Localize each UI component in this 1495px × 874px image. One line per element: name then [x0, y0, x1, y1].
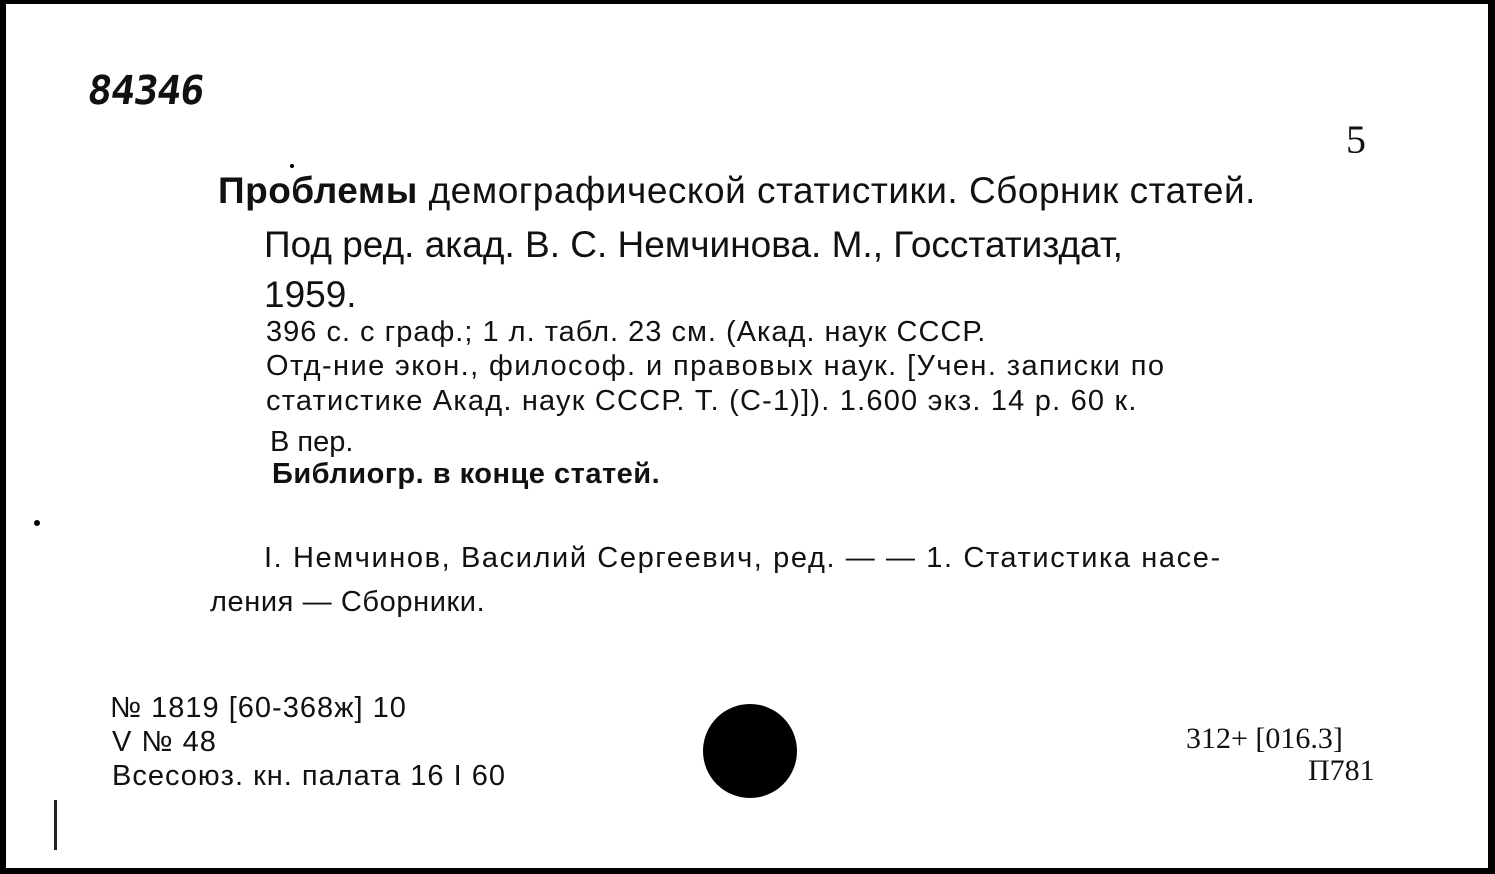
author-mark: П781 [1308, 754, 1375, 787]
speck-mark [34, 520, 40, 526]
subject-line-2: ления — Сборники. [210, 586, 486, 618]
catalog-card [6, 4, 1488, 868]
title-line-1 [218, 170, 1256, 212]
handwritten-number: 84346 [84, 68, 207, 114]
accession-number: № 1819 [60-368ж] 10 [110, 692, 407, 724]
page-number: 5 [1346, 117, 1366, 162]
collation-line-1: 396 с. с граф.; 1 л. табл. 23 см. (Акад. наук СССР. [266, 316, 987, 348]
punch-hole [703, 704, 797, 798]
collation-line-2: Отд-ние экон., философ. и правовых наук. [Учен. записки по [266, 350, 1166, 382]
bibliography-note: Библиогр. в конце статей. [272, 458, 661, 490]
speck-mark [290, 164, 294, 168]
title-line-3: 1959. [264, 274, 357, 315]
classification-code: 312+ [016.3] [1186, 722, 1343, 755]
collation-line-3: статистике Акад. наук СССР. Т. (С-1)]). 1.600 экз. 14 р. 60 к. [266, 385, 1138, 417]
title-line-2: Под ред. акад. В. С. Немчинова. М., Госстатиздат, [264, 224, 1123, 265]
chamber-stamp: Всесоюз. кн. палата 16 I 60 [112, 760, 506, 792]
edge-mark [54, 800, 57, 850]
title-heading-bold: Проблемы [218, 170, 418, 211]
volume-number: V № 48 [112, 726, 217, 758]
subject-line-1: I. Немчинов, Василий Сергеевич, ред. — — 1. Статистика насе- [264, 542, 1222, 574]
binding-note: В пер. [270, 426, 354, 458]
title-heading-rest: демографической статистики. Сборник статей. [428, 170, 1256, 211]
